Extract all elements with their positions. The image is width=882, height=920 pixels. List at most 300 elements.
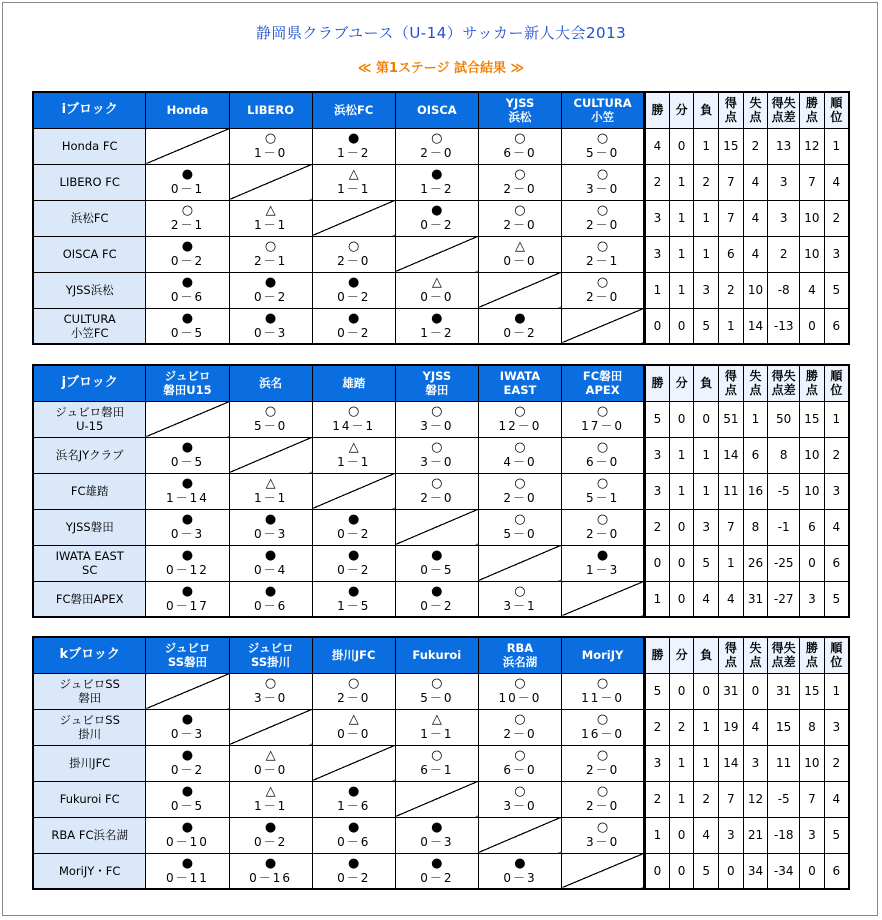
match-result (395, 853, 478, 889)
result-symbol: ○ (514, 512, 526, 527)
match-result (312, 509, 395, 545)
result-symbol: ○ (514, 583, 526, 599)
match-result (146, 437, 229, 473)
match-result (229, 308, 312, 344)
diagonal-cell (562, 853, 645, 889)
stat-value: 1 (669, 745, 694, 781)
result-symbol: ● (431, 583, 443, 599)
match-score: 3－0 (253, 691, 288, 705)
result-symbol: ○ (264, 676, 277, 691)
match-score: 0－3 (253, 325, 288, 340)
match-score: 5－0 (253, 419, 288, 433)
block-table (32, 91, 850, 345)
stat-value: 1 (694, 473, 719, 509)
stat-value: 1 (645, 581, 670, 617)
match-score: 1－1 (253, 218, 288, 232)
match-score: 0－3 (420, 835, 454, 849)
stat-value: 1 (824, 401, 849, 437)
match-score: 14－1 (332, 419, 376, 433)
team-column-header: ジュビロ SS磐田 (146, 637, 229, 673)
stat-value: 15 (768, 709, 800, 745)
match-result (395, 308, 478, 344)
match-score: 0－2 (253, 835, 288, 849)
stat-header: 順 位 (824, 92, 849, 128)
match-result (478, 236, 561, 272)
match-score: 6－0 (585, 455, 620, 469)
stat-value: -34 (768, 853, 800, 889)
match-result (478, 673, 561, 709)
team-name: IWATA EAST SC (33, 545, 146, 581)
stat-value: 12 (743, 781, 768, 817)
match-score: 1－6 (337, 799, 371, 813)
match-score: 11－0 (581, 691, 625, 705)
match-result (478, 473, 561, 509)
match-result (395, 401, 478, 437)
result-symbol: ○ (264, 404, 277, 419)
match-score: 6－0 (503, 763, 537, 777)
stat-value: 4 (694, 817, 719, 853)
match-result (312, 781, 395, 817)
stat-value: 1 (694, 437, 719, 473)
match-score: 1－2 (420, 182, 454, 196)
stat-value: 7 (719, 164, 744, 200)
match-result (146, 509, 229, 545)
match-score: 0－5 (170, 325, 205, 340)
match-result (478, 401, 561, 437)
match-score: 0－2 (420, 598, 454, 613)
match-score: 2－0 (420, 146, 454, 160)
match-result (146, 272, 229, 308)
stat-value: 2 (824, 745, 849, 781)
team-name: RBA FC浜名湖 (33, 817, 146, 853)
stat-value: 5 (694, 545, 719, 581)
stat-value: 2 (824, 200, 849, 236)
match-score: 2－0 (503, 491, 537, 505)
match-score: 16－0 (581, 727, 625, 741)
match-result (146, 545, 229, 581)
stat-value: 3 (824, 709, 849, 745)
stat-value: 10 (800, 745, 825, 781)
team-column-header: OISCA (395, 92, 478, 128)
team-name: ジュビロSS 掛川 (33, 709, 146, 745)
match-result (478, 581, 561, 617)
match-result (395, 709, 478, 745)
match-result (312, 709, 395, 745)
stat-value: 1 (824, 128, 849, 164)
result-symbol: △ (514, 239, 525, 254)
result-symbol: ○ (514, 203, 526, 218)
match-score: 2－0 (503, 182, 537, 196)
stat-value: 13 (768, 128, 800, 164)
match-result (478, 200, 561, 236)
result-symbol: ● (514, 855, 526, 871)
match-score: 2－1 (170, 218, 205, 232)
match-result (229, 128, 312, 164)
match-result (312, 308, 395, 344)
match-score: 4－0 (503, 455, 537, 469)
table-row (33, 308, 849, 344)
stat-header: 分 (669, 365, 694, 401)
result-symbol: ● (348, 512, 360, 527)
result-symbol: ● (264, 548, 277, 563)
stat-header: 失 点 (743, 365, 768, 401)
stat-value: 0 (800, 853, 825, 889)
stat-value: 4 (743, 236, 768, 272)
team-column-header: 浜松FC (312, 92, 395, 128)
team-column-header: Fukuroi (395, 637, 478, 673)
stat-value: 0 (645, 308, 670, 344)
match-result (562, 781, 645, 817)
match-score: 3－0 (420, 455, 454, 469)
stat-value: 3 (800, 817, 825, 853)
stat-value: 51 (719, 401, 744, 437)
match-result (229, 401, 312, 437)
match-score: 0－2 (420, 218, 454, 232)
match-result (478, 853, 561, 889)
diagonal-cell (478, 272, 561, 308)
stat-value: 0 (669, 853, 694, 889)
table-row (33, 745, 849, 781)
stat-value: -13 (768, 308, 800, 344)
table-row (33, 128, 849, 164)
result-symbol: ○ (596, 440, 609, 455)
match-score: 0－2 (337, 325, 371, 340)
match-score: 0－6 (170, 290, 205, 304)
stat-value: 10 (800, 473, 825, 509)
team-column-header: IWATA EAST (478, 365, 561, 401)
match-result (146, 745, 229, 781)
result-symbol: ● (181, 476, 194, 491)
stat-value: 5 (824, 817, 849, 853)
match-score: 0－2 (337, 527, 371, 541)
stat-value: 5 (645, 673, 670, 709)
match-result (478, 128, 561, 164)
team-column-header: 雄踏 (312, 365, 395, 401)
result-symbol: ● (348, 784, 360, 799)
result-symbol: ○ (596, 512, 609, 527)
stat-value: 2 (645, 164, 670, 200)
stat-value: 6 (824, 545, 849, 581)
stat-value: -1 (768, 509, 800, 545)
result-symbol: △ (265, 784, 276, 799)
stat-value: 0 (800, 545, 825, 581)
match-score: 6－0 (503, 146, 537, 160)
match-score: 0－16 (249, 870, 293, 885)
match-score: 5－0 (503, 527, 537, 541)
result-symbol: ○ (596, 167, 609, 182)
team-column-header: 掛川JFC (312, 637, 395, 673)
stat-value: -27 (768, 581, 800, 617)
result-symbol: ○ (431, 131, 443, 146)
match-result (562, 509, 645, 545)
stat-value: -5 (768, 781, 800, 817)
result-symbol: ● (181, 855, 194, 871)
stat-value: 4 (743, 709, 768, 745)
match-score: 1－2 (337, 146, 371, 160)
stat-value: 1 (645, 272, 670, 308)
stat-header: 得失 点差 (768, 365, 800, 401)
stat-value: 0 (645, 545, 670, 581)
stat-value: 15 (800, 673, 825, 709)
stat-header: 失 点 (743, 637, 768, 673)
match-score: 0－0 (420, 290, 454, 304)
match-result (312, 164, 395, 200)
stat-value: 21 (743, 817, 768, 853)
diagonal-cell (312, 200, 395, 236)
match-score: 2－0 (585, 218, 620, 232)
match-score: 0－12 (166, 563, 209, 577)
match-score: 1－1 (253, 491, 288, 505)
stat-value: -18 (768, 817, 800, 853)
block-name: kブロック (33, 637, 146, 673)
match-result (146, 200, 229, 236)
team-name: YJSS磐田 (33, 509, 146, 545)
stat-value: 1 (669, 437, 694, 473)
match-result (229, 545, 312, 581)
match-result (395, 128, 478, 164)
diagonal-cell (146, 128, 229, 164)
result-symbol: ● (264, 310, 277, 326)
stat-value: 0 (645, 853, 670, 889)
result-symbol: ○ (596, 203, 609, 218)
stat-value: 1 (669, 781, 694, 817)
result-symbol: ○ (431, 476, 443, 491)
stat-header: 得失 点差 (768, 637, 800, 673)
result-symbol: ● (514, 310, 526, 326)
match-score: 2－0 (585, 799, 620, 813)
match-result (395, 437, 478, 473)
match-score: 0－2 (337, 870, 371, 885)
stat-value: 8 (800, 709, 825, 745)
match-result (562, 817, 645, 853)
team-name: CULTURA 小笠FC (33, 308, 146, 344)
result-symbol: ● (181, 583, 194, 599)
result-symbol: ● (264, 855, 277, 871)
match-result (312, 545, 395, 581)
result-symbol: ● (431, 203, 443, 218)
stat-value: 4 (743, 200, 768, 236)
match-result (562, 401, 645, 437)
result-symbol: ● (181, 310, 194, 326)
match-score: 0－0 (503, 254, 537, 268)
team-column-header: ジュビロ SS掛川 (229, 637, 312, 673)
stat-value: 0 (669, 128, 694, 164)
stat-value: 0 (669, 545, 694, 581)
diagonal-cell (229, 709, 312, 745)
match-result (478, 709, 561, 745)
result-symbol: ● (348, 855, 360, 871)
stat-value: 4 (719, 581, 744, 617)
stat-value: 8 (743, 509, 768, 545)
match-score: 0－11 (166, 870, 209, 885)
match-score: 17－0 (581, 419, 625, 433)
stat-value: 4 (645, 128, 670, 164)
match-result (229, 200, 312, 236)
diagonal-cell (562, 581, 645, 617)
match-score: 5－1 (585, 491, 620, 505)
result-symbol: ● (596, 548, 609, 563)
stat-value: 1 (694, 128, 719, 164)
result-symbol: ○ (264, 131, 277, 146)
stat-value: 12 (800, 128, 825, 164)
stat-value: 34 (743, 853, 768, 889)
team-column-header: YJSS 浜松 (478, 92, 561, 128)
diagonal-cell (229, 164, 312, 200)
match-score: 1－5 (337, 598, 371, 613)
table-row (33, 853, 849, 889)
diagonal-cell (395, 781, 478, 817)
result-symbol: ● (181, 512, 194, 527)
stat-value: 1 (669, 272, 694, 308)
diagonal-cell (478, 545, 561, 581)
table-row (33, 272, 849, 308)
block-name: jブロック (33, 365, 146, 401)
team-column-header: 浜名 (229, 365, 312, 401)
page-title: 静岡県クラブユース（U-14）サッカー新人大会2013 (255, 24, 627, 42)
diagonal-cell (146, 673, 229, 709)
match-result (312, 673, 395, 709)
team-column-header: CULTURA 小笠 (562, 92, 645, 128)
result-symbol: △ (265, 203, 276, 218)
stat-value: 2 (694, 781, 719, 817)
stat-value: 4 (824, 164, 849, 200)
stat-value: 3 (719, 817, 744, 853)
result-symbol: ○ (596, 131, 609, 146)
match-score: 1－1 (337, 182, 371, 196)
match-score: 3－0 (585, 182, 620, 196)
diagonal-cell (395, 509, 478, 545)
stat-value: 2 (768, 236, 800, 272)
match-score: 6－1 (420, 763, 454, 777)
match-result (562, 545, 645, 581)
result-symbol: ● (264, 583, 277, 599)
stat-value: 6 (719, 236, 744, 272)
match-score: 5－0 (585, 146, 620, 160)
stat-value: 0 (743, 673, 768, 709)
match-score: 2－0 (585, 527, 620, 541)
table-row (33, 673, 849, 709)
match-result (395, 545, 478, 581)
match-result (395, 745, 478, 781)
match-score: 0－2 (170, 254, 205, 268)
match-result (146, 308, 229, 344)
stat-header: 勝 点 (800, 92, 825, 128)
stat-value: 14 (719, 745, 744, 781)
match-result (312, 581, 395, 617)
match-result (146, 581, 229, 617)
match-result (146, 164, 229, 200)
stat-value: -25 (768, 545, 800, 581)
match-result (562, 745, 645, 781)
result-symbol: ○ (596, 239, 609, 254)
stat-value: 11 (768, 745, 800, 781)
match-result (562, 437, 645, 473)
result-symbol: ● (431, 167, 443, 182)
match-result (146, 781, 229, 817)
match-result (146, 853, 229, 889)
stat-value: 6 (824, 853, 849, 889)
stat-header: 分 (669, 92, 694, 128)
diagonal-cell (395, 236, 478, 272)
result-symbol: ○ (514, 784, 526, 799)
match-result (312, 817, 395, 853)
match-result (395, 673, 478, 709)
stat-header: 勝 (645, 365, 670, 401)
stat-value: 1 (669, 200, 694, 236)
table-row (33, 200, 849, 236)
stat-value: 10 (800, 437, 825, 473)
team-name: ジュビロ磐田 U-15 (33, 401, 146, 437)
match-result (478, 781, 561, 817)
result-symbol: △ (265, 748, 276, 763)
match-result (312, 128, 395, 164)
stat-value: 3 (768, 200, 800, 236)
match-score: 0－10 (166, 835, 209, 849)
stat-value: 0 (669, 581, 694, 617)
team-name: ジュビロSS 磐田 (33, 673, 146, 709)
match-score: 12－0 (498, 419, 542, 433)
stat-value: 14 (719, 437, 744, 473)
team-name: Fukuroi FC (33, 781, 146, 817)
match-score: 0－5 (170, 455, 205, 469)
match-result (312, 236, 395, 272)
stat-value: 16 (743, 473, 768, 509)
match-score: 0－1 (170, 182, 205, 196)
result-symbol: ○ (514, 131, 526, 146)
match-result (562, 473, 645, 509)
table-row (33, 581, 849, 617)
stat-value: 1 (719, 545, 744, 581)
match-result (146, 817, 229, 853)
stat-value: 3 (645, 437, 670, 473)
result-symbol: ● (348, 131, 360, 146)
table-row (33, 509, 849, 545)
stat-value: 3 (645, 745, 670, 781)
stat-header: 得 点 (719, 637, 744, 673)
table-row (33, 817, 849, 853)
diagonal-cell (229, 437, 312, 473)
match-result (146, 236, 229, 272)
match-result (229, 473, 312, 509)
match-result (229, 581, 312, 617)
stat-value: 0 (669, 817, 694, 853)
result-symbol: △ (348, 712, 359, 727)
match-result (395, 272, 478, 308)
result-symbol: ● (431, 855, 443, 871)
result-symbol: △ (431, 712, 442, 727)
stat-value: 3 (800, 581, 825, 617)
stat-value: 5 (824, 272, 849, 308)
stat-value: 31 (743, 581, 768, 617)
stat-value: 50 (768, 401, 800, 437)
result-symbol: ● (181, 275, 194, 290)
match-score: 0－6 (253, 598, 288, 613)
team-name: OISCA FC (33, 236, 146, 272)
result-symbol: ○ (514, 404, 526, 419)
match-score: 10－0 (498, 691, 542, 705)
team-name: 掛川JFC (33, 745, 146, 781)
match-score: 0－2 (337, 563, 371, 577)
result-symbol: ○ (514, 167, 526, 182)
match-score: 0－3 (253, 527, 288, 541)
match-score: 0－2 (170, 763, 205, 777)
stat-value: 4 (824, 781, 849, 817)
table-row (33, 781, 849, 817)
stat-value: 0 (669, 308, 694, 344)
match-score: 2－0 (337, 254, 371, 268)
stat-value: 5 (645, 401, 670, 437)
match-result (478, 164, 561, 200)
